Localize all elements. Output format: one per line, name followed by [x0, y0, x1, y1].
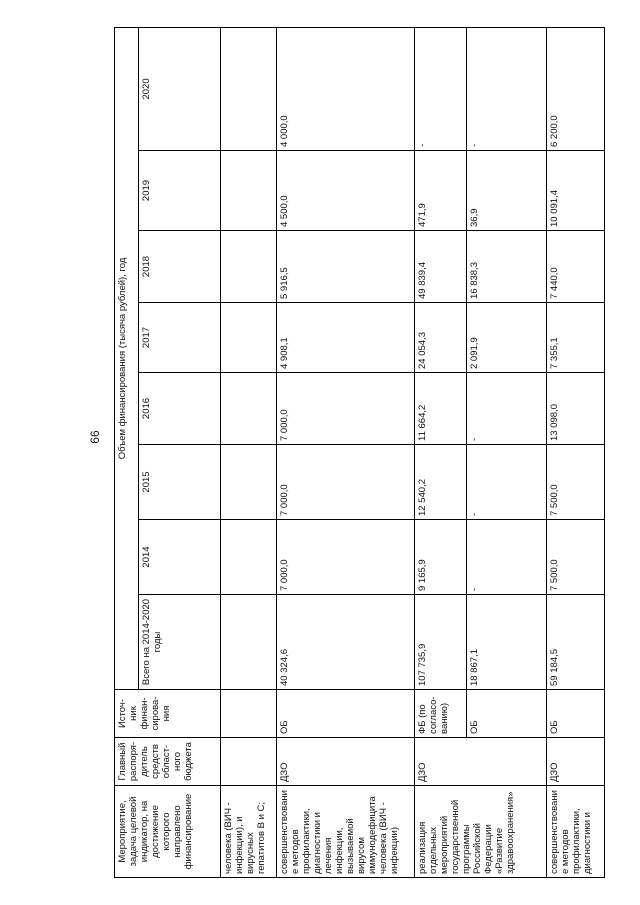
cell-value	[221, 373, 277, 445]
cell-value	[221, 520, 277, 595]
cell-value: 471,9	[415, 151, 467, 231]
cell-source: ОБ	[277, 690, 415, 738]
page-number: 66	[88, 430, 102, 444]
cell-measure: человека (ВИЧ - инфекции), и вирусных гепатитов В и С;	[221, 786, 277, 878]
cell-value: 6 200,0	[547, 27, 605, 150]
rotated-table-container	[114, 28, 593, 878]
cell-value: 16 838,3	[467, 231, 547, 303]
cell-value: -	[467, 27, 547, 150]
header-year: 2017	[139, 303, 221, 373]
cell-value: 7 000,0	[277, 373, 415, 445]
cell-measure: совершенствование методов профилактики, диагностики и	[547, 786, 605, 878]
header-year: 2014	[139, 520, 221, 595]
cell-value: 2 091,9	[467, 303, 547, 373]
funding-table	[114, 27, 605, 878]
cell-value	[221, 445, 277, 520]
cell-total: 59 184,5	[547, 595, 605, 690]
cell-manager	[221, 738, 277, 786]
cell-source: ОБ	[467, 690, 547, 738]
header-year: 2018	[139, 231, 221, 303]
cell-manager: ДЗО	[547, 738, 605, 786]
cell-value: 7 355,1	[547, 303, 605, 373]
cell-value: 49 839,4	[415, 231, 467, 303]
header-manager: Главный распоря-дитель средств област-ного бюджета	[115, 738, 221, 786]
cell-value	[221, 303, 277, 373]
cell-value: 7 000,0	[277, 445, 415, 520]
table-row	[547, 27, 605, 877]
cell-value: 36,9	[467, 151, 547, 231]
cell-value: 9 165,9	[415, 520, 467, 595]
table-row	[415, 27, 467, 877]
cell-value: -	[467, 445, 547, 520]
header-year: 2016	[139, 373, 221, 445]
cell-manager: ДЗО	[415, 738, 547, 786]
cell-source: ФБ (по согласо-ванию)	[415, 690, 467, 738]
cell-value	[221, 151, 277, 231]
cell-measure: совершенствование методов профилактики, диагностики и лечения инфекции, вызываемой вирусом иммунодефицита человека (ВИЧ - инфекции)	[277, 786, 415, 878]
cell-value: 4 500,0	[277, 151, 415, 231]
header-funding: Объем финансирования (тысяча рублей), год	[115, 27, 139, 689]
header-year: 2019	[139, 151, 221, 231]
table-row	[221, 27, 277, 877]
cell-measure: реализация отдельных мероприятий государственной программы Российской Федерации «Развитие здравоохранения»	[415, 786, 547, 878]
cell-value: 4 000,0	[277, 27, 415, 150]
cell-total: 107 735,9	[415, 595, 467, 690]
cell-source	[221, 690, 277, 738]
header-year: 2015	[139, 445, 221, 520]
cell-value: 24 054,3	[415, 303, 467, 373]
cell-value: 5 916,5	[277, 231, 415, 303]
table-row	[277, 27, 415, 877]
cell-value	[221, 27, 277, 150]
cell-total: 18 867,1	[467, 595, 547, 690]
cell-value: 7 000,0	[277, 520, 415, 595]
cell-total: 40 324,6	[277, 595, 415, 690]
cell-total	[221, 595, 277, 690]
cell-value: 7 500,0	[547, 520, 605, 595]
header-source: Источ-ник финан-сирова-ния	[115, 690, 221, 738]
cell-source: ОБ	[547, 690, 605, 738]
cell-value: 7 440,0	[547, 231, 605, 303]
cell-value: -	[467, 520, 547, 595]
cell-value: 11 664,2	[415, 373, 467, 445]
cell-value: 7 500,0	[547, 445, 605, 520]
header-total: Всего на 2014-2020 годы	[139, 595, 221, 690]
cell-manager: ДЗО	[277, 738, 415, 786]
cell-value: 12 540,2	[415, 445, 467, 520]
cell-value: -	[467, 373, 547, 445]
cell-value: 4 908,1	[277, 303, 415, 373]
header-year: 2020	[139, 27, 221, 150]
header-measure: Мероприятие, задача целевой индикатор, на достижение которого направлено финансирование	[115, 786, 221, 878]
cell-value: 10 091,4	[547, 151, 605, 231]
cell-value	[221, 231, 277, 303]
cell-value: 13 098,0	[547, 373, 605, 445]
cell-value: -	[415, 27, 467, 150]
